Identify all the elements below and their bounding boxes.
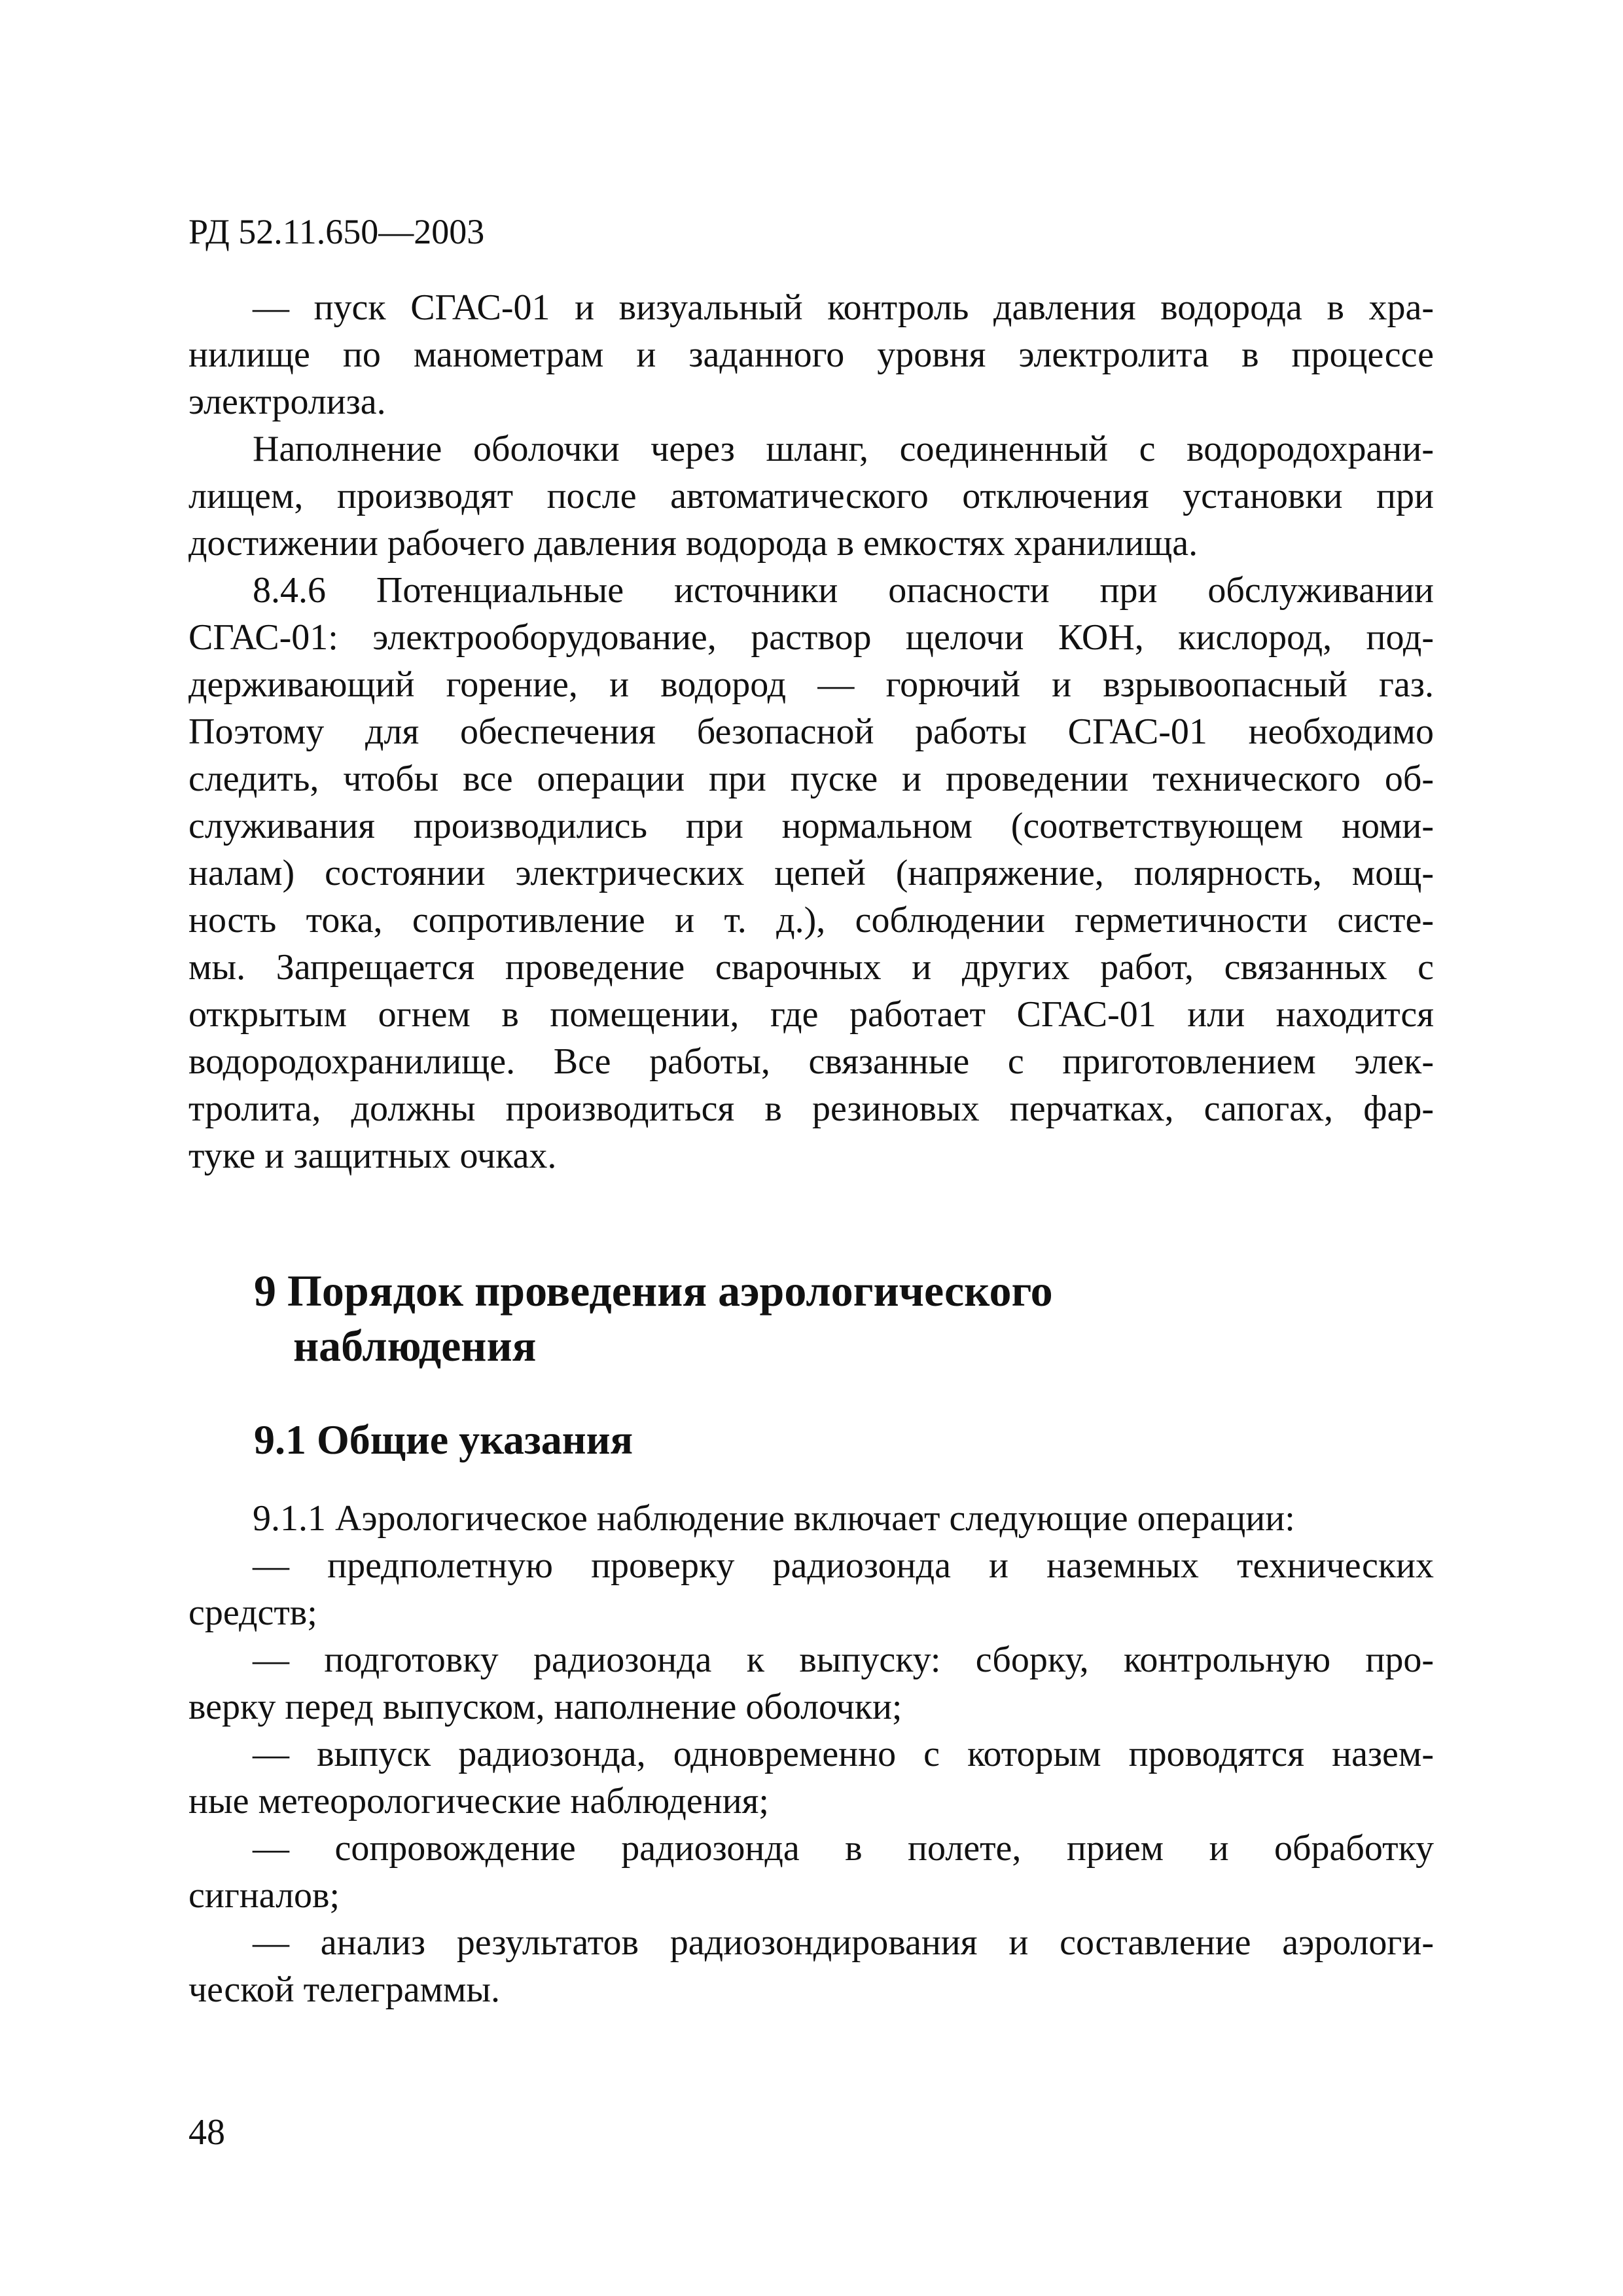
text-line: открытым огнем в помещении, где работает СГАС-01 или находится: [188, 994, 1434, 1035]
text-line: держивающий горение, и водород — горючий и взрывоопасный газ.: [188, 664, 1434, 705]
text-line: ность тока, сопротивление и т. д.), соблюдении герметичности систе-: [188, 900, 1434, 941]
text-line: 9.1.1 Аэрологическое наблюдение включает следующие операции:: [253, 1498, 1295, 1539]
list-item-line: ческой телеграммы.: [188, 1969, 501, 2010]
list-item-line: — сопровождение радиозонда в полете, прием и обработку: [253, 1828, 1434, 1869]
text-line: следить, чтобы все операции при пуске и проведении технического об-: [188, 759, 1434, 799]
text-line: туке и защитных очках.: [188, 1136, 557, 1176]
list-item-line: — подготовку радиозонда к выпуску: сборку, контрольную про-: [253, 1640, 1434, 1680]
document-code-header: РД 52.11.650—2003: [188, 212, 485, 251]
text-line: СГАС-01: электрооборудование, раствор щелочи КОН, кислород, под-: [188, 617, 1434, 658]
list-item-line: верку перед выпуском, наполнение оболочки;: [188, 1687, 902, 1727]
text-line: нилище по манометрам и заданного уровня электролита в процессе: [188, 334, 1434, 375]
text-line: Поэтому для обеспечения безопасной работы СГАС-01 необходимо: [188, 711, 1434, 752]
body-text-top: [188, 284, 1434, 1179]
list-item-line: сигналов;: [188, 1875, 340, 1916]
section-heading-line-1: 9 Порядок проведения аэрологического: [254, 1266, 1053, 1316]
list-item-line: — выпуск радиозонда, одновременно с которым проводятся назем-: [253, 1734, 1434, 1774]
text-line: мы. Запрещается проведение сварочных и других работ, связанных с: [188, 947, 1434, 988]
section-heading-line-2: наблюдения: [293, 1321, 537, 1371]
text-line: достижении рабочего давления водорода в емкостях хранилища.: [188, 523, 1198, 564]
text-line: водородохранилище. Все работы, связанные с приготовлением элек-: [188, 1041, 1434, 1082]
section-heading: [254, 1263, 1366, 1373]
text-line: электролиза.: [188, 382, 386, 422]
list-item-line: ные метеорологические наблюдения;: [188, 1781, 769, 1821]
subsection-heading: 9.1 Общие указания: [254, 1416, 633, 1463]
list-item-line: — анализ результатов радиозондирования и составление аэрологи-: [253, 1922, 1434, 1963]
text-line: лищем, производят после автоматического отключения установки при: [188, 476, 1434, 516]
text-line: 8.4.6 Потенциальные источники опасности при обслуживании: [253, 570, 1434, 611]
text-line: служивания производились при нормальном (соответствующем номи-: [188, 806, 1434, 846]
page-number: 48: [188, 2112, 225, 2153]
list-item-line: средств;: [188, 1592, 317, 1633]
list-item-line: — предполетную проверку радиозонда и наземных технических: [253, 1545, 1434, 1586]
body-text-bottom: [188, 1495, 1434, 2013]
text-line: Наполнение оболочки через шланг, соединенный с водородохрани-: [253, 429, 1434, 469]
text-line: налам) состоянии электрических цепей (напряжение, полярность, мощ-: [188, 853, 1434, 893]
text-line: тролита, должны производиться в резиновых перчатках, сапогах, фар-: [188, 1088, 1434, 1129]
text-line: — пуск СГАС-01 и визуальный контроль давления водорода в хра-: [253, 287, 1434, 328]
